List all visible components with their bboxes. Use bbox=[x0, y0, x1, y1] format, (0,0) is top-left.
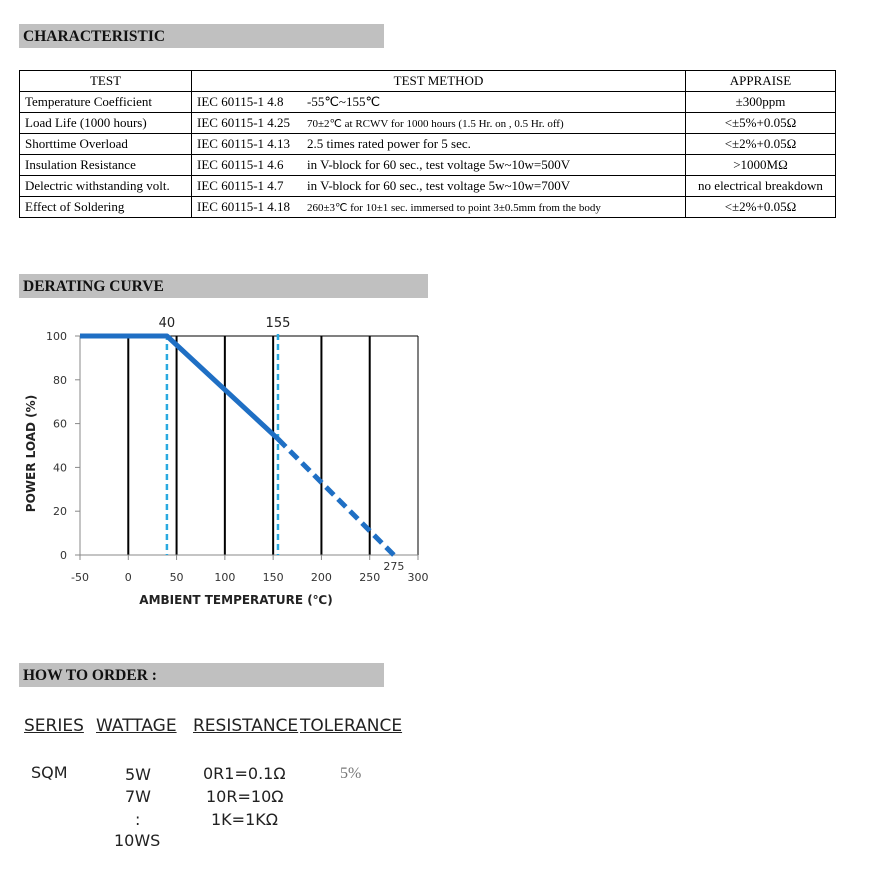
test-method bbox=[192, 113, 686, 134]
test-method bbox=[192, 134, 686, 155]
appraise-value: <±2%+0.05Ω bbox=[686, 197, 836, 218]
order-tolerance-value: 5% bbox=[340, 765, 362, 782]
order-header-tolerance: TOLERANCE bbox=[300, 716, 403, 736]
table-header-row bbox=[20, 71, 836, 92]
method-standard: IEC 60115-1 4.18 bbox=[197, 199, 291, 214]
test-method bbox=[192, 155, 686, 176]
table-row bbox=[20, 134, 836, 155]
method-detail: 70±2℃ at RCWV for 1000 hours (1.5 Hr. on , 0.5 Hr. off) bbox=[307, 118, 564, 130]
column-header-test-method: TEST METHOD bbox=[192, 71, 686, 92]
test-name: Shorttime Overload bbox=[20, 134, 192, 155]
characteristic-table bbox=[19, 70, 836, 218]
method-detail: -55℃~155℃ bbox=[307, 94, 381, 109]
method-standard: IEC 60115-1 4.6 bbox=[197, 157, 284, 172]
table-row bbox=[20, 92, 836, 113]
y-tick-label: 20 bbox=[53, 505, 67, 519]
table-row bbox=[20, 155, 836, 176]
table-row bbox=[20, 113, 836, 134]
annotation-label: 275 bbox=[383, 560, 405, 573]
method-standard: IEC 60115-1 4.25 bbox=[197, 115, 291, 130]
x-tick-label: 0 bbox=[124, 571, 132, 584]
appraise-value: no electrical breakdown bbox=[686, 176, 836, 197]
test-method bbox=[192, 92, 686, 113]
y-tick-label: 60 bbox=[53, 417, 67, 431]
order-series-value: SQM bbox=[31, 763, 68, 782]
column-header-appraise: APPRAISE bbox=[686, 71, 836, 92]
order-resistance-value: 1K=1KΩ bbox=[211, 810, 278, 829]
method-standard: IEC 60115-1 4.8 bbox=[197, 94, 284, 109]
method-standard: IEC 60115-1 4.7 bbox=[197, 178, 284, 193]
derating-series-line bbox=[278, 439, 394, 555]
order-wattage-value: 10WS bbox=[114, 831, 161, 850]
x-tick-label: -50 bbox=[71, 571, 89, 584]
y-axis-title: POWER LOAD (%) bbox=[24, 394, 38, 513]
test-method bbox=[192, 197, 686, 218]
y-tick-label: 0 bbox=[60, 549, 67, 562]
derating-series-line bbox=[80, 336, 278, 439]
test-name: Delectric withstanding volt. bbox=[20, 176, 192, 197]
test-method bbox=[192, 176, 686, 197]
order-resistance-value: 0R1=0.1Ω bbox=[203, 764, 286, 783]
column-header-test: TEST bbox=[20, 71, 192, 92]
x-tick-label: 300 bbox=[407, 571, 429, 584]
reference-line-label: 155 bbox=[265, 316, 291, 331]
method-detail: 2.5 times rated power for 5 sec. bbox=[307, 136, 471, 151]
appraise-value: ±300ppm bbox=[686, 92, 836, 113]
appraise-value: >1000MΩ bbox=[686, 155, 836, 176]
x-tick-label: 250 bbox=[359, 571, 381, 584]
y-tick-label: 40 bbox=[53, 461, 67, 475]
appraise-value: <±2%+0.05Ω bbox=[686, 134, 836, 155]
method-detail: in V-block for 60 sec., test voltage 5w~10w=500V bbox=[307, 157, 571, 172]
order-header-resistance: RESISTANCE bbox=[193, 716, 299, 736]
characteristic-heading: CHARACTERISTIC bbox=[19, 24, 384, 48]
derating-curve-heading: DERATING CURVE bbox=[19, 274, 428, 298]
test-name: Insulation Resistance bbox=[20, 155, 192, 176]
x-axis-title: AMBIENT TEMPERATURE (℃) bbox=[139, 593, 333, 607]
how-to-order-heading: HOW TO ORDER : bbox=[19, 663, 384, 687]
table-row bbox=[20, 176, 836, 197]
order-wattage-value: 5W bbox=[125, 765, 151, 784]
x-tick-label: 150 bbox=[262, 571, 284, 584]
method-standard: IEC 60115-1 4.13 bbox=[197, 136, 291, 151]
y-tick-label: 80 bbox=[53, 373, 67, 387]
table-row bbox=[20, 197, 836, 218]
order-wattage-value: 7W bbox=[125, 787, 151, 806]
derating-curve-chart bbox=[0, 300, 440, 620]
appraise-value: <±5%+0.05Ω bbox=[686, 113, 836, 134]
x-tick-label: 50 bbox=[169, 571, 184, 584]
y-tick-label: 100 bbox=[46, 330, 67, 343]
method-detail: 260±3℃ for 10±1 sec. immersed to point 3±0.5mm from the body bbox=[307, 202, 601, 214]
reference-line-label: 40 bbox=[158, 316, 176, 331]
x-tick-label: 200 bbox=[310, 571, 332, 584]
test-name: Effect of Soldering bbox=[20, 197, 192, 218]
x-tick-label: 100 bbox=[214, 571, 236, 584]
order-wattage-value: : bbox=[135, 810, 141, 829]
order-header-series: SERIES bbox=[24, 716, 84, 736]
test-name: Temperature Coefficient bbox=[20, 92, 192, 113]
method-detail: in V-block for 60 sec., test voltage 5w~10w=700V bbox=[307, 178, 571, 193]
order-header-wattage: WATTAGE bbox=[96, 716, 177, 736]
test-name: Load Life (1000 hours) bbox=[20, 113, 192, 134]
order-resistance-value: 10R=10Ω bbox=[206, 787, 284, 806]
